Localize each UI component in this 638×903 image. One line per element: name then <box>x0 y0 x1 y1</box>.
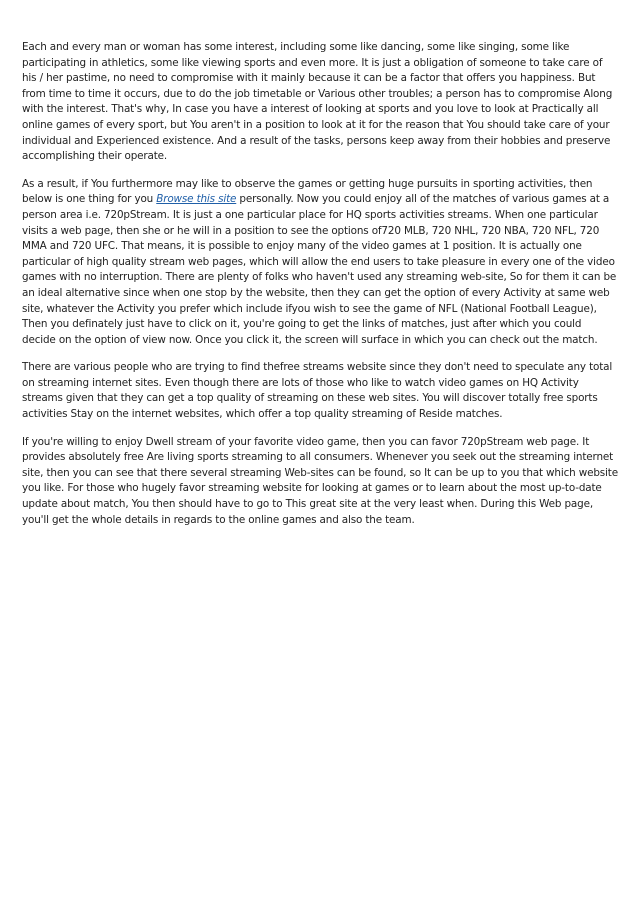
paragraph-3: There are various people who are trying to find thefree streams website since they don't need to speculate any total on streaming internet sites. Even though there are lots of those who like to watch video games on HQ Activity streams given that they can get a top quality of streaming on these web sites. You will discover totally free sports activities Stay on the internet websites, which offer a top quality streaming of Reside matches. <box>22 361 613 421</box>
paragraph-2-before-link: As a result, if You furthermore may like to observe the games or getting huge pursuits in sporting activities, then below is one thing for you <box>22 177 593 206</box>
paragraph-2-after-link: personally. Now you could enjoy all of the matches of various games at a person area i.e. 720pStream. It is just a one particular place for HQ sports activities streams. When one particular visits a web page, then she or he will in a position to see the options of720 MLB, 720 NHL, 720 NBA, 720 NFL, 720 MMA and 720 UFC. That means, it is possible to enjoy many of the video games at 1 position. It is actually one particular of high quality stream web pages, which will allow the end users to take pleasure in every one of the video games with no interruption. There are plenty of folks who haven't used any streaming web-site, So for them it can be an ideal alternative since when one stop by the website, then they can get the option of every Activity at same web site, whatever the Activity you prefer which include ifyou wish to see the game of NFL (National Football League), Then you definately just have to click on it, you're going to get the links of matches, just after which you could decide on the option of view now. Once you click it, the screen will surface in which you can check out the match. <box>22 193 617 346</box>
browse-site-link[interactable]: Browse this site <box>156 193 237 206</box>
paragraph-4: If you're willing to enjoy Dwell stream of your favorite video game, then you can favor 720pStream web page. It provides absolutely free Are living sports streaming to all consumers. Whenever you seek out the streaming internet site, then you can see that there several streaming Web-sites can be found, so It can be up to you that which website you like. For those who hugely favor streaming website for looking at games or to learn about the most up-to-date update about match, You then should have to go to This great site at the very least when. During this Web page, you'll get the whole details in regards to the online games and also the team. <box>22 435 618 526</box>
paragraph-1: Each and every man or woman has some interest, including some like dancing, some like singing, some like participating in athletics, some like viewing sports and even more. It is just a obligation of someone to take care of his / her pastime, no need to compromise with it mainly because it can be a factor that offers you happiness. But from time to time it occurs, due to do the job timetable or Various other troubles; a person has to compromise Along with the interest. That's why, In case you have a interest of looking at sports and you love to look at Practically all online games of every sport, but You aren't in a position to look at it for the reason that You should take care of your individual and Experienced existence. And a result of the tasks, persons keep away from their hobbies and preserve accomplishing their operate. <box>22 41 613 163</box>
paragraph-2 <box>22 177 618 349</box>
